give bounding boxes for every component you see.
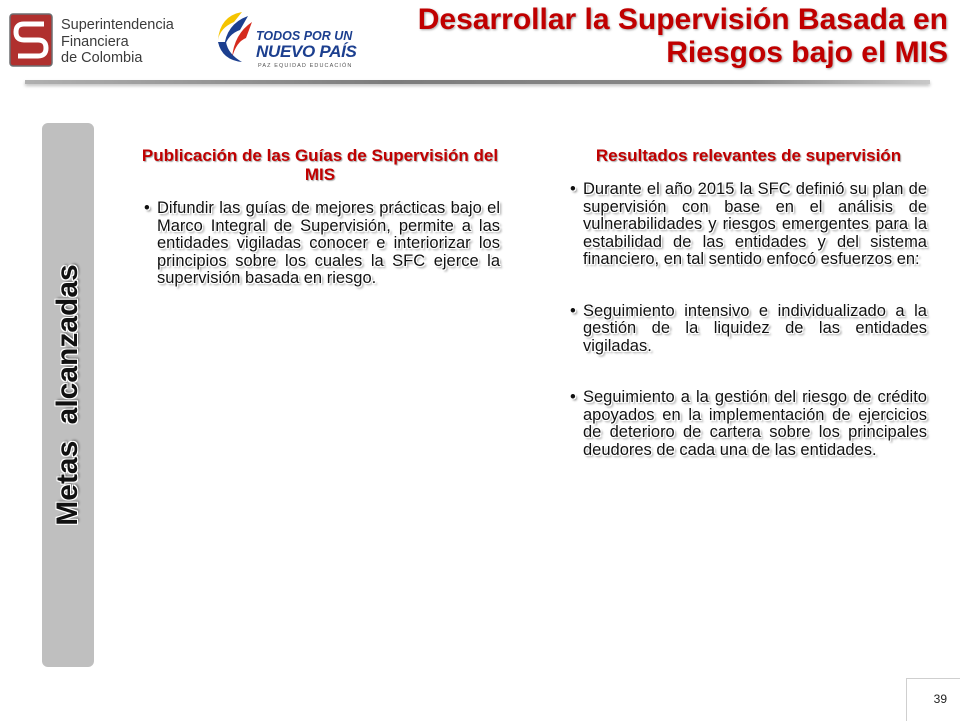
sidebar-label: Metas alcanzadas <box>51 264 84 526</box>
page-title <box>378 3 948 69</box>
page-number: 39 <box>933 692 947 706</box>
sfc-emblem-icon <box>8 12 54 68</box>
header-divider <box>25 80 930 84</box>
bullet-item: • Seguimiento a la gestión del riesgo de crédito apoyados en la implementación de ejercicios de deterioro de cartera sobre los principales deudores de cada una de las entidades. <box>570 389 927 459</box>
sfc-logo-line: de Colombia <box>61 50 143 66</box>
gov-logo <box>212 8 357 72</box>
gov-logo-tagline: PAZ EQUIDAD EDUCACIÓN <box>258 63 353 69</box>
sfc-logo-line: Financiera <box>61 33 129 50</box>
sidebar-panel <box>42 123 94 667</box>
gov-dove-icon <box>212 8 258 66</box>
bullet-item: • Durante el año 2015 la SFC definió su plan de supervisión con base en el análisis de vulnerabilidades y riesgos emergentes para la estabilidad de las entidades y del sistema financiero, en tal sentido enfocó esfuerzos en: <box>570 181 927 269</box>
page-title-line: Desarrollar la Supervisión Basada en <box>417 3 948 36</box>
left-column <box>140 146 500 288</box>
sfc-logo <box>8 12 183 70</box>
right-column <box>570 146 927 493</box>
sfc-logo-text <box>61 17 174 67</box>
bullet-item: • Seguimiento intensivo e individualizado a la gestión de la liquidez de las entidades vigiladas. <box>570 303 927 356</box>
gov-logo-line2: NUEVO PAÍS <box>256 42 357 61</box>
left-column-heading: Publicación de las Guías de Supervisión del MIS <box>141 146 499 184</box>
page-number-box <box>906 678 960 721</box>
left-bullet-list <box>140 200 500 288</box>
page-title-line: Riesgos bajo el MIS <box>666 36 948 69</box>
bullet-item: • Difundir las guías de mejores prácticas bajo el Marco Integral de Supervisión, permite a las entidades vigiladas conocer e interiorizar los principios sobre los cuales la SFC ejerce la supervisión basada en riesgo. <box>144 200 500 288</box>
sfc-logo-line: Superintendencia <box>61 17 174 33</box>
right-column-heading: Resultados relevantes de supervisión <box>595 146 902 165</box>
gov-logo-line1: TODOS POR UN <box>256 29 353 43</box>
right-bullet-list <box>570 181 927 459</box>
